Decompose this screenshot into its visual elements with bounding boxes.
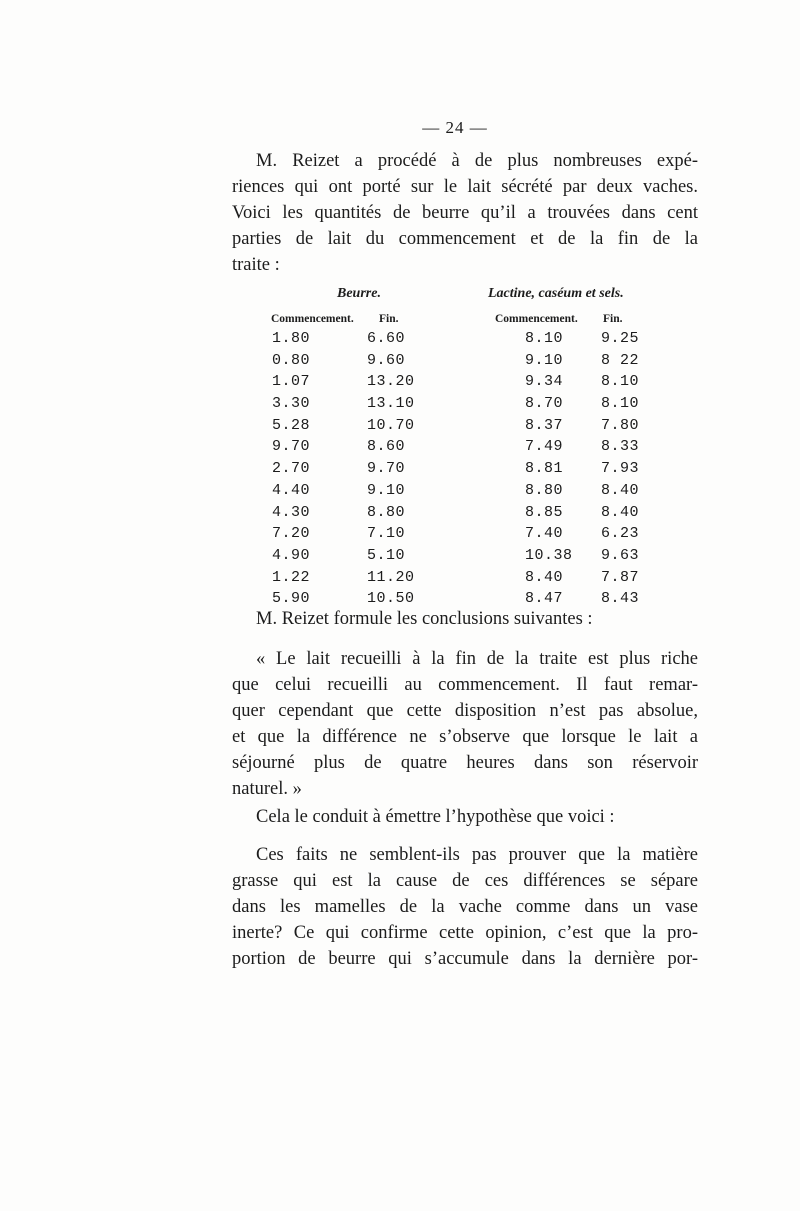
table-cell: 8.10 <box>525 330 564 347</box>
table-cell: 5.90 <box>272 590 311 608</box>
table-cell: 8.80 <box>367 503 406 521</box>
table-cell: 8.37 <box>525 416 564 434</box>
text-line: portion de beurre qui s’accumule dans la dernière por- <box>232 949 698 969</box>
table-column-header: Fin. <box>603 313 623 325</box>
table-cell: 7.87 <box>601 568 640 586</box>
table-cell: 7.80 <box>601 416 640 434</box>
table-cell: 8.81 <box>525 460 564 478</box>
table-row <box>0 567 800 589</box>
table-column-header: Fin. <box>379 313 399 325</box>
paragraph-conclusions-intro <box>232 606 698 632</box>
table-cell: 9.60 <box>367 351 406 369</box>
table-cell: 10.50 <box>367 590 415 608</box>
table-group-header-beurre: Beurre. <box>337 286 381 301</box>
table-cell: 13.10 <box>367 395 415 413</box>
table-cell: 11.20 <box>367 568 415 586</box>
table-cell: 5.10 <box>367 546 406 564</box>
table-row <box>0 415 800 437</box>
table-cell: 7.93 <box>601 460 640 478</box>
text-line: quer cependant que cette disposition n’est pas absolue, <box>232 701 698 721</box>
table-cell: 7.49 <box>525 438 564 456</box>
table-cell: 4.40 <box>272 481 311 499</box>
data-table-body <box>0 328 800 610</box>
table-cell: 5.28 <box>272 416 311 434</box>
table-cell: 7.40 <box>525 525 564 543</box>
paragraph-quote <box>232 646 698 802</box>
table-cell: 7.10 <box>367 525 406 543</box>
table-cell: 6.23 <box>601 525 640 543</box>
table-cell: 6.60 <box>367 330 406 347</box>
table-cell: 8.33 <box>601 438 640 456</box>
table-cell: 8.80 <box>525 481 564 499</box>
table-cell: 9.10 <box>367 481 406 499</box>
table-cell: 9.10 <box>525 351 564 369</box>
table-row <box>0 523 800 545</box>
table-cell: 9.25 <box>601 330 640 347</box>
table-cell: 7.20 <box>272 525 311 543</box>
table-group-header-lactine: Lactine, caséum et sels. <box>488 286 624 301</box>
table-row <box>0 502 800 524</box>
text-line: M. Reizet a procédé à de plus nombreuses expé- <box>256 151 698 171</box>
table-cell: 8.85 <box>525 503 564 521</box>
table-cell: 3.30 <box>272 395 311 413</box>
table-cell: 8.40 <box>525 568 564 586</box>
text-line: inerte? Ce qui confirme cette opinion, c’est que la pro- <box>232 923 698 943</box>
table-cell: 1.80 <box>272 330 311 347</box>
table-cell: 4.30 <box>272 503 311 521</box>
table-cell: 2.70 <box>272 460 311 478</box>
table-row <box>0 328 800 350</box>
table-cell: 8.43 <box>601 590 640 608</box>
text-line: séjourné plus de quatre heures dans son réservoir <box>232 753 698 773</box>
table-cell: 0.80 <box>272 351 311 369</box>
table-cell: 10.38 <box>525 546 573 564</box>
table-column-header: Commencement. <box>495 313 578 325</box>
table-cell: 8 22 <box>601 351 640 369</box>
table-row <box>0 458 800 480</box>
text-line: naturel. » <box>232 779 302 799</box>
paragraph-hypothesis <box>232 842 698 972</box>
table-row <box>0 371 800 393</box>
table-cell: 8.40 <box>601 503 640 521</box>
table-row <box>0 545 800 567</box>
table-cell: 8.47 <box>525 590 564 608</box>
text-line: parties de lait du commencement et de la fin de la <box>232 229 698 249</box>
table-column-header: Commencement. <box>271 313 354 325</box>
table-cell: 8.10 <box>601 395 640 413</box>
text-line: traite : <box>232 255 280 275</box>
table-cell: 9.70 <box>272 438 311 456</box>
table-cell: 9.34 <box>525 373 564 391</box>
table-cell: 8.40 <box>601 481 640 499</box>
table-cell: 13.20 <box>367 373 415 391</box>
text-line: M. Reizet formule les conclusions suivantes : <box>256 609 593 629</box>
text-line: grasse qui est la cause de ces différences se sépare <box>232 871 698 891</box>
page-number: — 24 — <box>422 118 488 137</box>
text-line: dans les mamelles de la vache comme dans un vase <box>232 897 698 917</box>
text-line: Voici les quantités de beurre qu’il a trouvées dans cent <box>232 203 698 223</box>
text-line: riences qui ont porté sur le lait sécrété par deux vaches. <box>232 177 698 197</box>
text-line: « Le lait recueilli à la fin de la traite est plus riche <box>256 649 698 669</box>
table-row <box>0 350 800 372</box>
table-cell: 9.63 <box>601 546 640 564</box>
table-cell: 1.07 <box>272 373 311 391</box>
table-row <box>0 436 800 458</box>
text-line: que celui recueilli au commencement. Il faut remar- <box>232 675 698 695</box>
table-cell: 10.70 <box>367 416 415 434</box>
table-row <box>0 480 800 502</box>
text-line: Ces faits ne semblent-ils pas prouver que la matière <box>256 845 698 865</box>
paragraph-hypothesis-intro <box>232 804 698 830</box>
text-line: et que la différence ne s’observe que lorsque le lait a <box>232 727 698 747</box>
table-cell: 8.70 <box>525 395 564 413</box>
table-cell: 9.70 <box>367 460 406 478</box>
table-cell: 4.90 <box>272 546 311 564</box>
table-cell: 1.22 <box>272 568 311 586</box>
text-line: Cela le conduit à émettre l’hypothèse que voici : <box>256 807 615 827</box>
table-cell: 8.60 <box>367 438 406 456</box>
paragraph-intro <box>232 148 698 278</box>
table-cell: 8.10 <box>601 373 640 391</box>
table-row <box>0 393 800 415</box>
